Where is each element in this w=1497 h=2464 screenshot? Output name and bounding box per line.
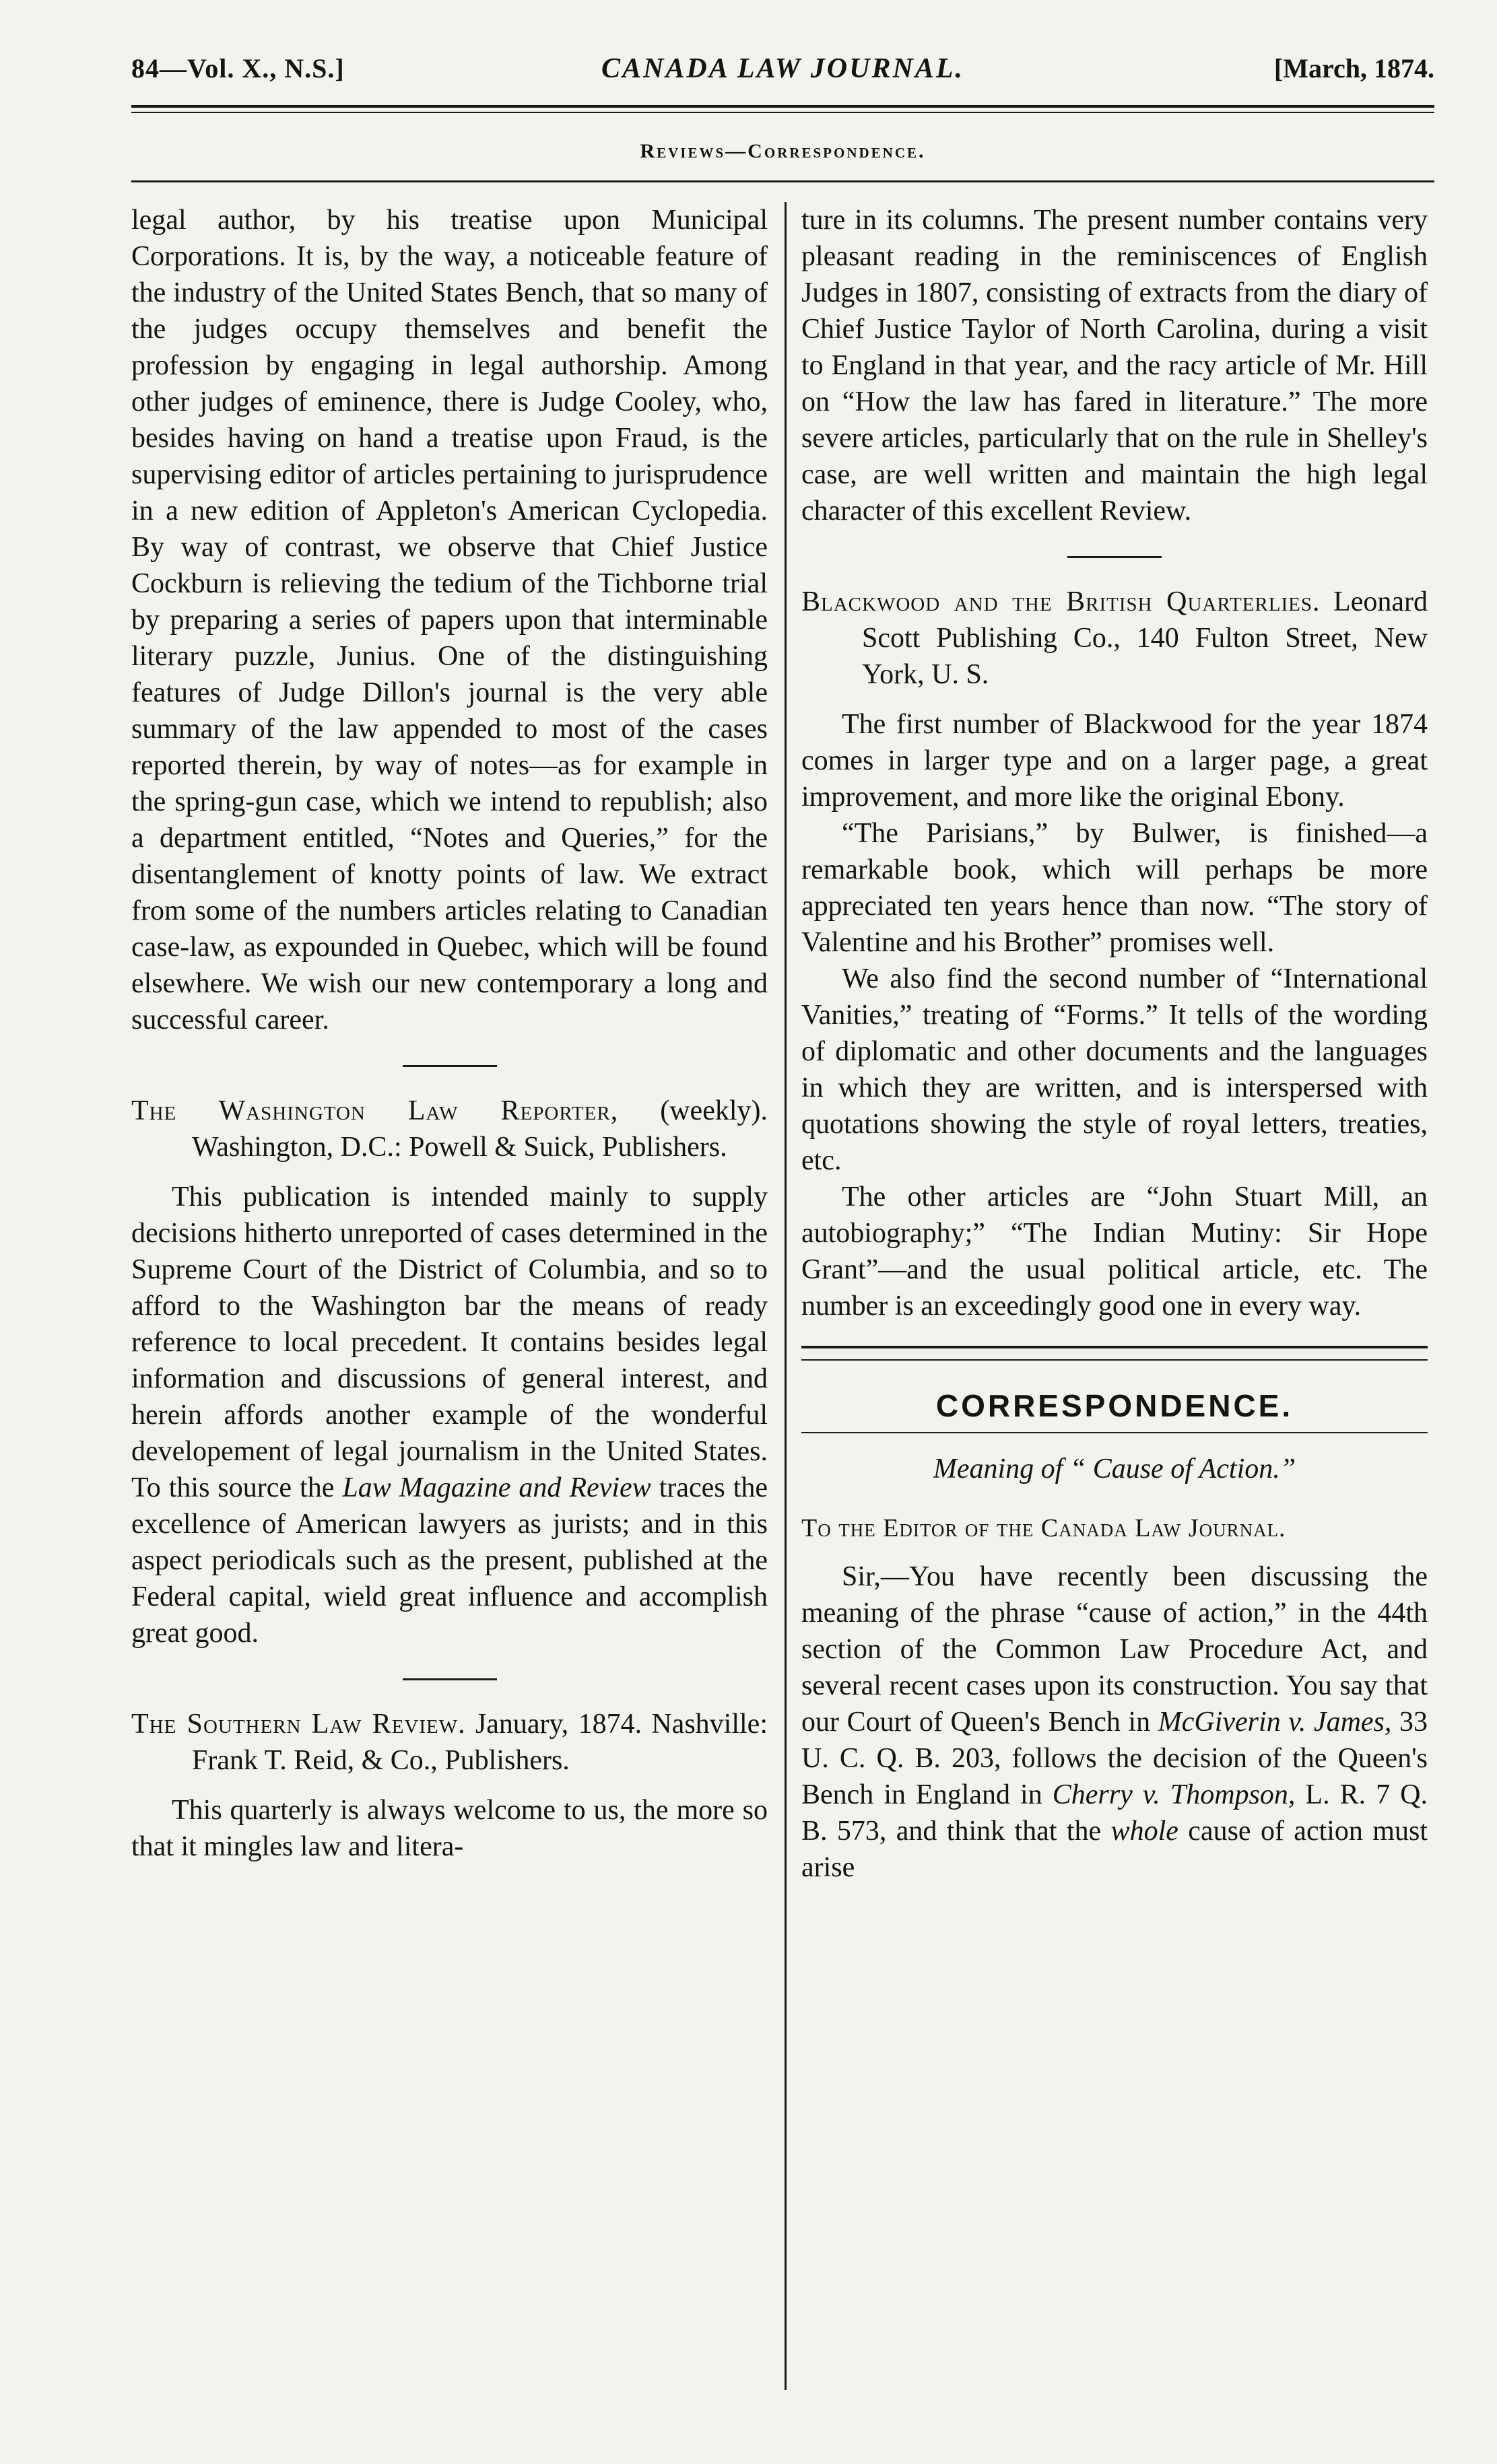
correspondence-title: CORRESPONDENCE.	[935, 1388, 1294, 1423]
blackwood-paragraph-4: The other articles are “John Stuart Mill, an autobiography;” “The Indian Mutiny: Sir Hope Grant”—and the usual political article, etc. The number is an exceedingly good one in every way.	[801, 1182, 1428, 1322]
left-column	[131, 202, 768, 1865]
washington-title: The Washington Law Reporter,	[131, 1095, 619, 1126]
washington-body-b: traces the excellence of American lawyers as jurists; and in this aspect periodicals such as the present, published at the Federal capital, wield great influence and accomplish great good.	[131, 1472, 768, 1649]
washington-review-heading	[131, 1093, 768, 1165]
blackwood-title: Blackwood and the British Quarterlies.	[801, 586, 1321, 617]
column-divider	[785, 202, 787, 2390]
right-column	[801, 202, 1428, 1886]
correspondence-rule	[801, 1346, 1428, 1361]
divider-rule	[403, 1065, 497, 1067]
washington-body-a: This publication is intended mainly to supply decisions hitherto unreported of cases determined in the Supreme Court of the District of Columbia, and so to afford to the Washington bar the means of ready reference to local precedent. It contains besides legal information and discussions of general interest, and herein affords another example of the wonderful developement of legal journalism in the United States. To this source the	[131, 1182, 768, 1503]
volume-info: 84—Vol. X., N.S.]	[131, 53, 345, 83]
southern-review-heading	[131, 1706, 768, 1779]
blackwood-review-heading	[801, 584, 1428, 693]
blackwood-publisher: Leonard Scott Publishing Co., 140 Fulton Street, New York, U. S.	[862, 586, 1428, 690]
letter-text-3: L. R. 7 Q. B. 573, and think that the	[801, 1779, 1428, 1847]
washington-review-body	[131, 1179, 768, 1651]
letter-emphasis: whole	[1110, 1816, 1178, 1847]
southern-review-body: This quarterly is always welcome to us, the more so that it mingles law and litera-	[131, 1795, 768, 1862]
letter-text-1: Sir,—You have recently been discussing the meaning of the phrase “cause of action,” in the 44th section of the Common Law Procedure Act, and several recent cases upon its construction. You say that our Court of Queen's Bench in	[801, 1561, 1428, 1738]
case-citation-1: McGiverin v. James,	[1158, 1707, 1392, 1738]
case-citation-2: Cherry v. Thompson,	[1052, 1779, 1296, 1810]
divider-rule	[403, 1678, 497, 1680]
southern-publisher: January, 1874. Nashville: Frank T. Reid, & Co., Publishers.	[192, 1709, 768, 1776]
issue-date: [March, 1874.	[1273, 53, 1434, 83]
section-title: Reviews—Correspondence.	[640, 140, 926, 162]
southern-title: The Southern Law Review.	[131, 1709, 466, 1740]
letter-salutation-heading: To the Editor of the Canada Law Journal.	[801, 1514, 1286, 1542]
letter-subtitle: Meaning of “ Cause of Action.”	[933, 1453, 1296, 1484]
header-rule	[131, 105, 1434, 113]
washington-body-italic: Law Magazine and Review	[342, 1472, 651, 1503]
blackwood-paragraph-1: The first number of Blackwood for the year 1874 comes in larger type and on a larger page, a great improvement, and more like the original Ebony.	[801, 709, 1428, 813]
journal-title: CANADA LAW JOURNAL.	[601, 53, 964, 84]
running-header	[131, 53, 1434, 113]
divider-rule	[1067, 556, 1162, 558]
washington-publisher: (weekly). Washington, D.C.: Powell & Suick, Publishers.	[192, 1095, 768, 1163]
intro-paragraph: legal author, by his treatise upon Municipal Corporations. It is, by the way, a noticeable feature of the industry of the United States Bench, that so many of the judges occupy themselves and benefit the profession by engaging in legal authorship. Among other judges of eminence, there is Judge Cooley, who, besides having on hand a treatise upon Fraud, is the supervising editor of articles pertaining to jurisprudence in a new edition of Appleton's American Cyclopedia. By way of contrast, we observe that Chief Justice Cockburn is relieving the tedium of the Tichborne trial by preparing a series of papers upon that interminable literary puzzle, Junius. One of the distinguishing features of Judge Dillon's journal is the very able summary of the law appended to most of the cases reported therein, by way of notes—as for example in the spring-gun case, which we intend to republish; also a department entitled, “Notes and Queries,” for the disentanglement of knotty points of law. We extract from some of the numbers articles relating to Canadian case-law, as expounded in Quebec, which will be found elsewhere. We wish our new contemporary a long and successful career.	[131, 205, 768, 1035]
letter-body	[801, 1559, 1428, 1886]
letter-text-4: cause of action must arise	[801, 1816, 1428, 1883]
blackwood-paragraph-2: “The Parisians,” by Bulwer, is finished—a remarkable book, which will perhaps be more appreciated ten years hence than now. “The story of Valentine and his Brother” promises well.	[801, 818, 1428, 958]
letter-text-2: 33 U. C. Q. B. 203, follows the decision of the Queen's Bench in England in	[801, 1707, 1428, 1810]
correspondence-subrule	[801, 1432, 1428, 1433]
section-rule	[131, 180, 1434, 182]
blackwood-paragraph-3: We also find the second number of “International Vanities,” treating of “Forms.” It tells of the wording of diplomatic and other documents and the languages in which they are written, and is interspersed with quotations showing the style of royal letters, treaties, etc.	[801, 963, 1428, 1176]
southern-review-continued: ture in its columns. The present number contains very pleasant reading in the reminiscences of English Judges in 1807, consisting of extracts from the diary of Chief Justice Taylor of North Carolina, during a visit to England in that year, and the racy article of Mr. Hill on “How the law has fared in literature.” The more severe articles, particularly that on the rule in Shelley's case, are well written and maintain the high legal character of this excellent Review.	[801, 205, 1428, 526]
